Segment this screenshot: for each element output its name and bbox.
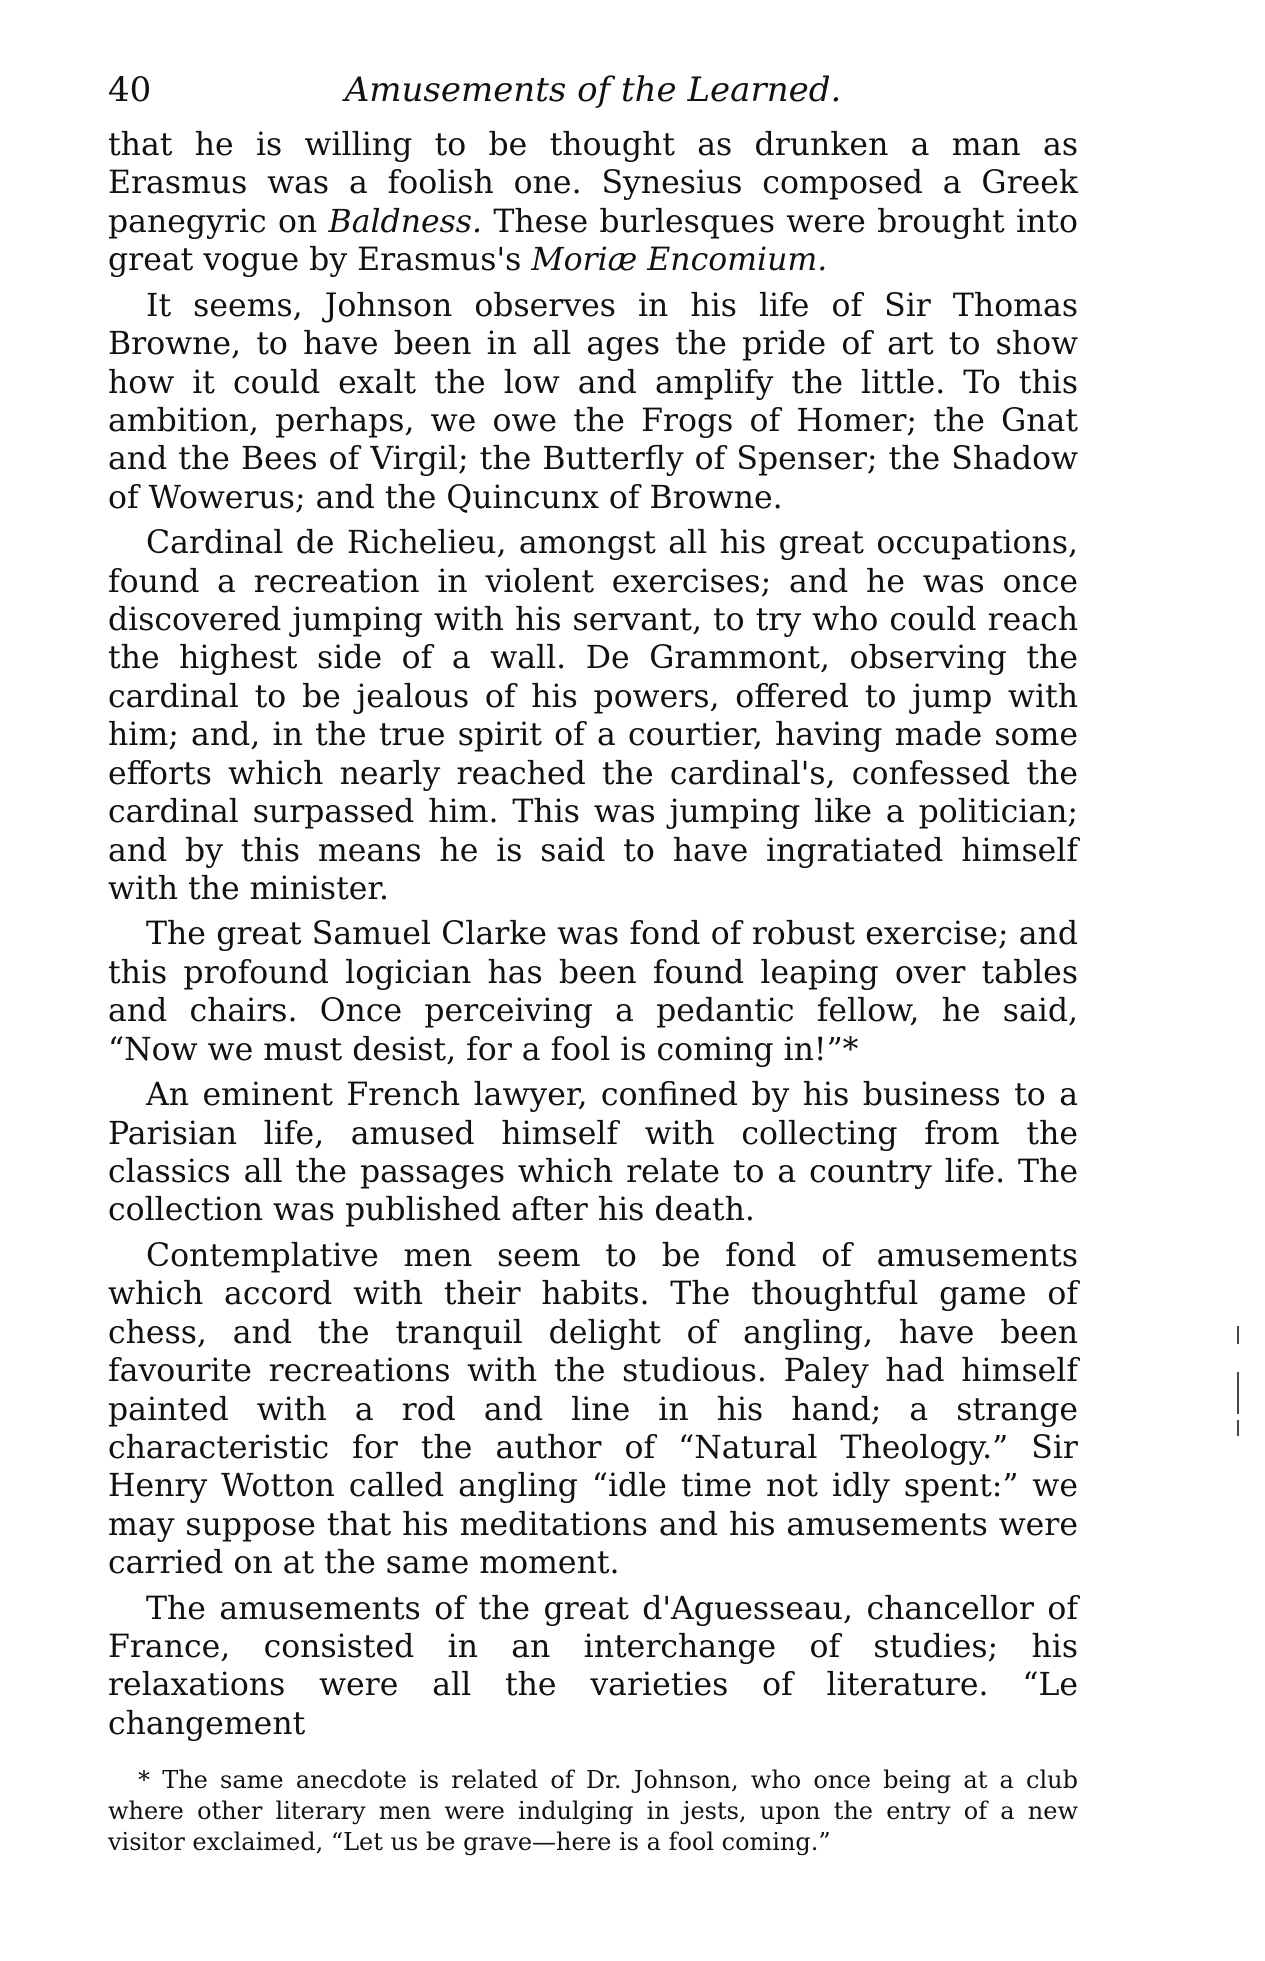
body-text (108, 126, 1078, 1743)
book-page (108, 70, 1078, 1857)
paragraph-2: It seems, Johnson observes in his life of Sir Thomas Browne, to have been in all ages the pride of art to show how it could exalt the low and amplify the little. To this ambition, perhaps, we owe the Frogs of Homer; the Gnat and the Bees of Virgil; the Butterfly of Spenser; the Shadow of Wowerus; and the Quincunx of Browne. (108, 287, 1078, 516)
paragraph-4: The great Samuel Clarke was fond of robust exercise; and this profound logician has been found leaping over tables and chairs. Once perceiving a pedantic fellow, he said, “Now we must desist, for a fool is coming in!”* (108, 916, 1078, 1068)
paragraph-6: Contemplative men seem to be fond of amusements which accord with their habits. The thoughtful game of chess, and the tranquil delight of angling, have been favourite recreations with the studious. Paley had himself painted with a rod and line in his hand; a strange characteristic for the author of “Natural Theology.” Sir Henry Wotton called angling “idle time not idly spent:” we may suppose that his meditations and his amusements were carried on at the same moment. (108, 1237, 1078, 1582)
page-header (108, 70, 1078, 126)
paragraph-1: that he is willing to be thought as drunken a man as Erasmus was a foolish one. Synesius composed a Greek panegyric on Baldness. These burlesques were brought into great vogue by Erasmus's Moriæ Encomium. (108, 127, 1078, 279)
running-title: Amusements of the Learned. (344, 70, 842, 110)
paragraph-3: Cardinal de Richelieu, amongst all his great occupations, found a recreation in violent exercises; and he was once discovered jumping with his servant, to try who could reach the highest side of a wall. De Grammont, observing the cardinal to be jealous of his powers, offered to jump with him; and, in the true spirit of a courtier, having made some efforts which nearly reached the cardinal's, confessed the cardinal surpassed him. This was jumping like a politician; and by this means he is said to have ingratiated himself with the minister. (108, 525, 1078, 908)
page-number: 40 (108, 70, 152, 110)
margin-mark (1237, 1420, 1239, 1436)
footnote: * The same anecdote is related of Dr. Johnson, who once being at a club where other literary men were indulging in jests, upon the entry of a new visitor exclaimed, “Let us be grave—here is a fool coming.” (108, 1766, 1078, 1856)
paragraph-5: An eminent French lawyer, confined by his business to a Parisian life, amused himself with collecting from the classics all the passages which relate to a country life. The collection was published after his death. (108, 1077, 1078, 1229)
margin-mark (1237, 1372, 1239, 1414)
paragraph-7: The amusements of the great d'Aguesseau, chancellor of France, consisted in an interchange of studies; his relaxations were all the varieties of literature. “Le changement (108, 1590, 1078, 1742)
margin-mark (1237, 1326, 1239, 1344)
